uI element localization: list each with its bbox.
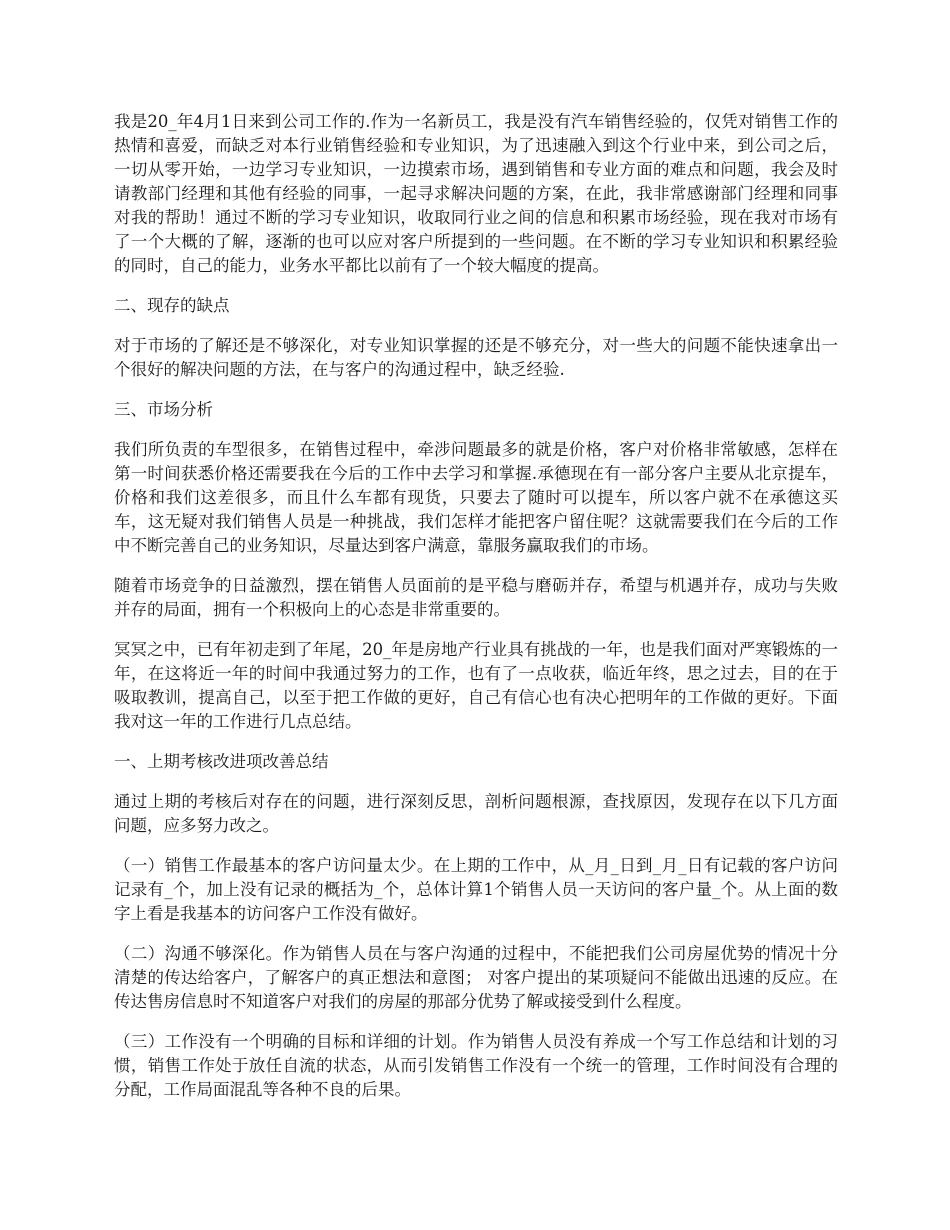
paragraph-shortcomings: 对于市场的了解还是不够深化，对专业知识掌握的还是不够充分，对一些大的问题不能快速拿出一个很好的解决问题的方法，在与客户的沟通过程中，缺乏经验. — [114, 336, 838, 379]
paragraph-competition: 随着市场竞争的日益激烈，摆在销售人员面前的是平稳与磨砺并存，希望与机遇并存，成功与失败并存的局面，拥有一个积极向上的心态是非常重要的。 — [114, 576, 838, 619]
paragraph-reflection: 通过上期的考核后对存在的问题，进行深刻反思，剖析问题根源，查找原因，发现存在以下几方面问题，应多努力改之。 — [114, 792, 838, 835]
heading-current-shortcomings: 二、现存的缺点 — [114, 296, 230, 315]
heading-improvement-summary: 一、上期考核改进项改善总结 — [114, 752, 329, 771]
paragraph-item-two: （二）沟通不够深化。作为销售人员在与客户沟通的过程中，不能把我们公司房屋优势的情况十分清楚的传达给客户，了解客户的真正想法和意图； 对客户提出的某项疑问不能做出迅速的反应。在传达售房信息时不知道客户对我们的房屋的那部分优势了解或接受到什么程度。 — [114, 944, 838, 1011]
paragraph-intro: 我是20_年4月1日来到公司工作的.作为一名新员工，我是没有汽车销售经验的，仅凭对销售工作的热情和喜爱，而缺乏对本行业销售经验和专业知识，为了迅速融入到这个行业中来，到公司之后，一切从零开始，一边学习专业知识，一边摸索市场，遇到销售和专业方面的难点和问题，我会及时请教部门经理和其他有经验的同事，一起寻求解决问题的方案，在此，我非常感谢部门经理和同事对我的帮助！通过不断的学习专业知识，收取同行业之间的信息和积累市场经验，现在我对市场有了一个大概的了解，逐渐的也可以应对客户所提到的一些问题。在不断的学习专业知识和积累经验的同时，自己的能力，业务水平都比以前有了一个较大幅度的提高。 — [114, 112, 838, 275]
paragraph-item-one: （一）销售工作最基本的客户访问量太少。在上期的工作中，从_月_日到_月_日有记载的客户访问记录有_个，加上没有记录的概括为_个，总体计算1个销售人员一天访问的客户量_个。从上面的数字上看是我基本的访问客户工作没有做好。 — [114, 856, 838, 923]
heading-market-analysis: 三、市场分析 — [114, 400, 213, 419]
paragraph-item-three: （三）工作没有一个明确的目标和详细的计划。作为销售人员没有养成一个写工作总结和计划的习惯，销售工作处于放任自流的状态，从而引发销售工作没有一个统一的管理，工作时间没有合理的分配，工作局面混乱等各种不良的后果。 — [114, 1032, 838, 1099]
paragraph-year-summary: 冥冥之中，已有年初走到了年尾，20_年是房地产行业具有挑战的一年，也是我们面对严寒锻炼的一年，在这将近一年的时间中我通过努力的工作，也有了一点收获，临近年终，思之过去，目的在于吸取教训，提高自己，以至于把工作做的更好，自己有信心也有决心把明年的工作做的更好。下面我对这一年的工作进行几点总结。 — [114, 640, 838, 731]
paragraph-market-analysis: 我们所负责的车型很多，在销售过程中，牵涉问题最多的就是价格，客户对价格非常敏感，怎样在第一时间获悉价格还需要我在今后的工作中去学习和掌握.承德现在有一部分客户主要从北京提车，价格和我们这差很多，而且什么车都有现货，只要去了随时可以提车，所以客户就不在承德这买车，这无疑对我们销售人员是一种挑战，我们怎样才能把客户留住呢？这就需要我们在今后的工作中不断完善自己的业务知识，尽量达到客户满意，靠服务赢取我们的市场。 — [114, 440, 838, 555]
